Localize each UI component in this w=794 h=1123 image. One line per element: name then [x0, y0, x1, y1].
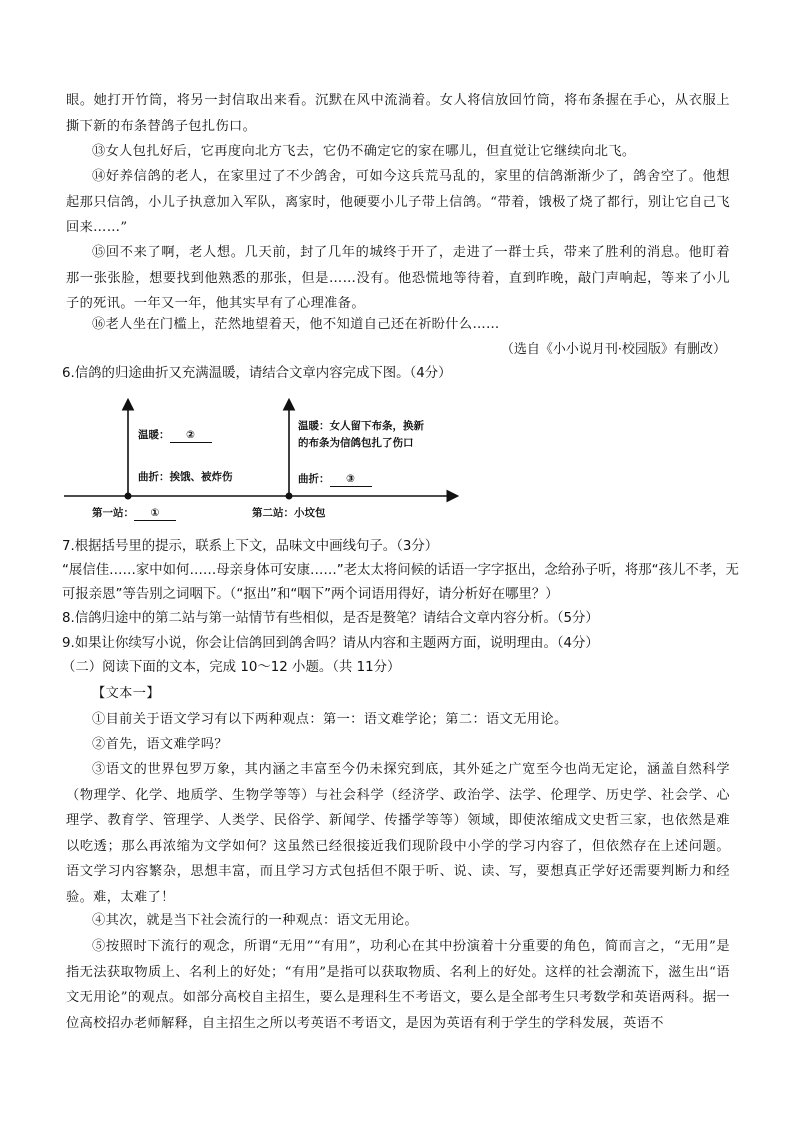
route-diagram [60, 395, 470, 530]
question-7: 7.根据括号里的提示，联系上下文，品味文中画线句子。（3分） [62, 539, 439, 554]
essay-paragraph-4: ④其次，就是当下社会流行的一种观点：语文无用论。 [92, 913, 419, 928]
station-1: 第一站： ① [92, 506, 176, 521]
essay-paragraph-5: ⑤按照时下流行的观念，所谓“无用”“有用”，功利心在其中扮演着十分重要的角色，简而言之，“无用”是指无法获取物质上、名利上的好处；“有用”是指可以获取物质、名利上的好处。这样的社会潮流下，滋生出“语文无用论”的观点。如部分高校自主招生，要么是理科生不考语文，要么是全部考生只考数学和英语两科。据一位高校招办老师解释，自主招生之所以考英语不考语文，是因为英语有利于学生的学科发展，英语不 [66, 939, 730, 1031]
question-8: 8.信鸽归途中的第二站与第一站情节有些相似，是否是赘笔？请结合文章内容分析。（5分） [62, 611, 599, 626]
question-6: 6.信鸽的归途曲折又充满温暖，请结合文章内容完成下图。（4分） [62, 366, 452, 381]
story-source: （选自《小小说月刊·校园版》有删改） [500, 342, 726, 357]
essay-paragraph-1: ①目前关于语文学习有以下两种观点：第一：语文难学论；第二：语文无用论。 [92, 712, 568, 727]
story-paragraph-15: ⑮回不来了啊，老人想。几天前，封了几年的城终于开了，走进了一群士兵，带来了胜利的消息。他盯着那一张张脸，想要找到他熟悉的那张，但是……没有。他恐慌地等待着，直到昨晚，敲门声响起，等来了小儿子的死讯。一年又一年，他其实早有了心理准备。 [66, 245, 730, 311]
station2-dot [286, 493, 293, 500]
story-paragraph-14: ⑭好养信鸽的老人，在家里过了不少鸽舍，可如今这兵荒马乱的，家里的信鸽渐渐少了，鸽舍空了。他想起那只信鸽，小儿子执意加入军队，离家时，他硬要小儿子带上信鸽。“带着，饿极了烧了都行，别让它自己飞回来……” [66, 169, 730, 235]
blank-1[interactable]: ① [134, 507, 176, 521]
station1-dot [125, 493, 132, 500]
question-9: 9.如果让你续写小说，你会让信鸽回到鸽舍吗？请从内容和主题两方面，说明理由。（4分） [62, 636, 599, 651]
blank-3[interactable]: ③ [330, 473, 372, 487]
twist-1: 曲折：挨饿、被炸伤 [138, 471, 233, 483]
warmth-2-line2: 的布条为信鸽包扎了伤口 [298, 437, 414, 449]
essay-paragraph-2: ②首先，语文难学吗？ [92, 737, 228, 752]
story-paragraph-16: ⑯老人坐在门槛上，茫然地望着天，他不知道自己还在祈盼什么…… [92, 317, 500, 332]
warmth-1: 温暖： ② [138, 428, 212, 443]
question-7-quote: “展信佳……家中如何……母亲身体可安康……”老太太将问候的话语一字字抠出，念给孙子听，将那“孩儿不孝，无可报亲恩”等告别之词咽下。（“抠出”和“咽下”两个词语用得好，请分析好在哪里？） [62, 563, 739, 602]
section-2-heading: （二）阅读下面的文本，完成 10～12 小题。（共 11分） [62, 660, 401, 675]
text-1-label: 【文本一】 [92, 686, 160, 701]
blank-2[interactable]: ② [170, 429, 212, 443]
story-paragraph-12-continued: 眼。她打开竹筒，将另一封信取出来看。沉默在风中流淌着。女人将信放回竹筒，将布条握在手心，从衣服上撕下新的布条替鸽子包扎伤口。 [66, 93, 730, 134]
warmth-2-line1: 温暖：女人留下布条，换新 [298, 420, 424, 432]
story-paragraph-13: ⑬女人包扎好后，它再度向北方飞去，它仍不确定它的家在哪儿，但直觉让它继续向北飞。 [92, 144, 636, 159]
station-2: 第二站：小坟包 [252, 507, 326, 519]
essay-paragraph-3: ③语文的世界包罗万象，其内涵之丰富至今仍未探究到底，其外延之广宽至今也尚无定论，涵盖自然科学（物理学、化学、地质学、生物学等等）与社会科学（经济学、政治学、法学、伦理学、历史学、社会学、心理学、教育学、管理学、人类学、民俗学、新闻学、传播学等等）领域，即使浓缩成文史哲三家，也依然是难以吃透；那么再浓缩为文学如何？这虽然已经很接近我们现阶段中小学的学习内容了，但依然存在上述问题。语文学习内容繁杂，思想丰富，而且学习方式包括但不限于听、说、读、写，要想真正学好还需要判断力和经验。难，太难了！ [66, 762, 730, 905]
twist-2: 曲折： ③ [298, 472, 372, 487]
